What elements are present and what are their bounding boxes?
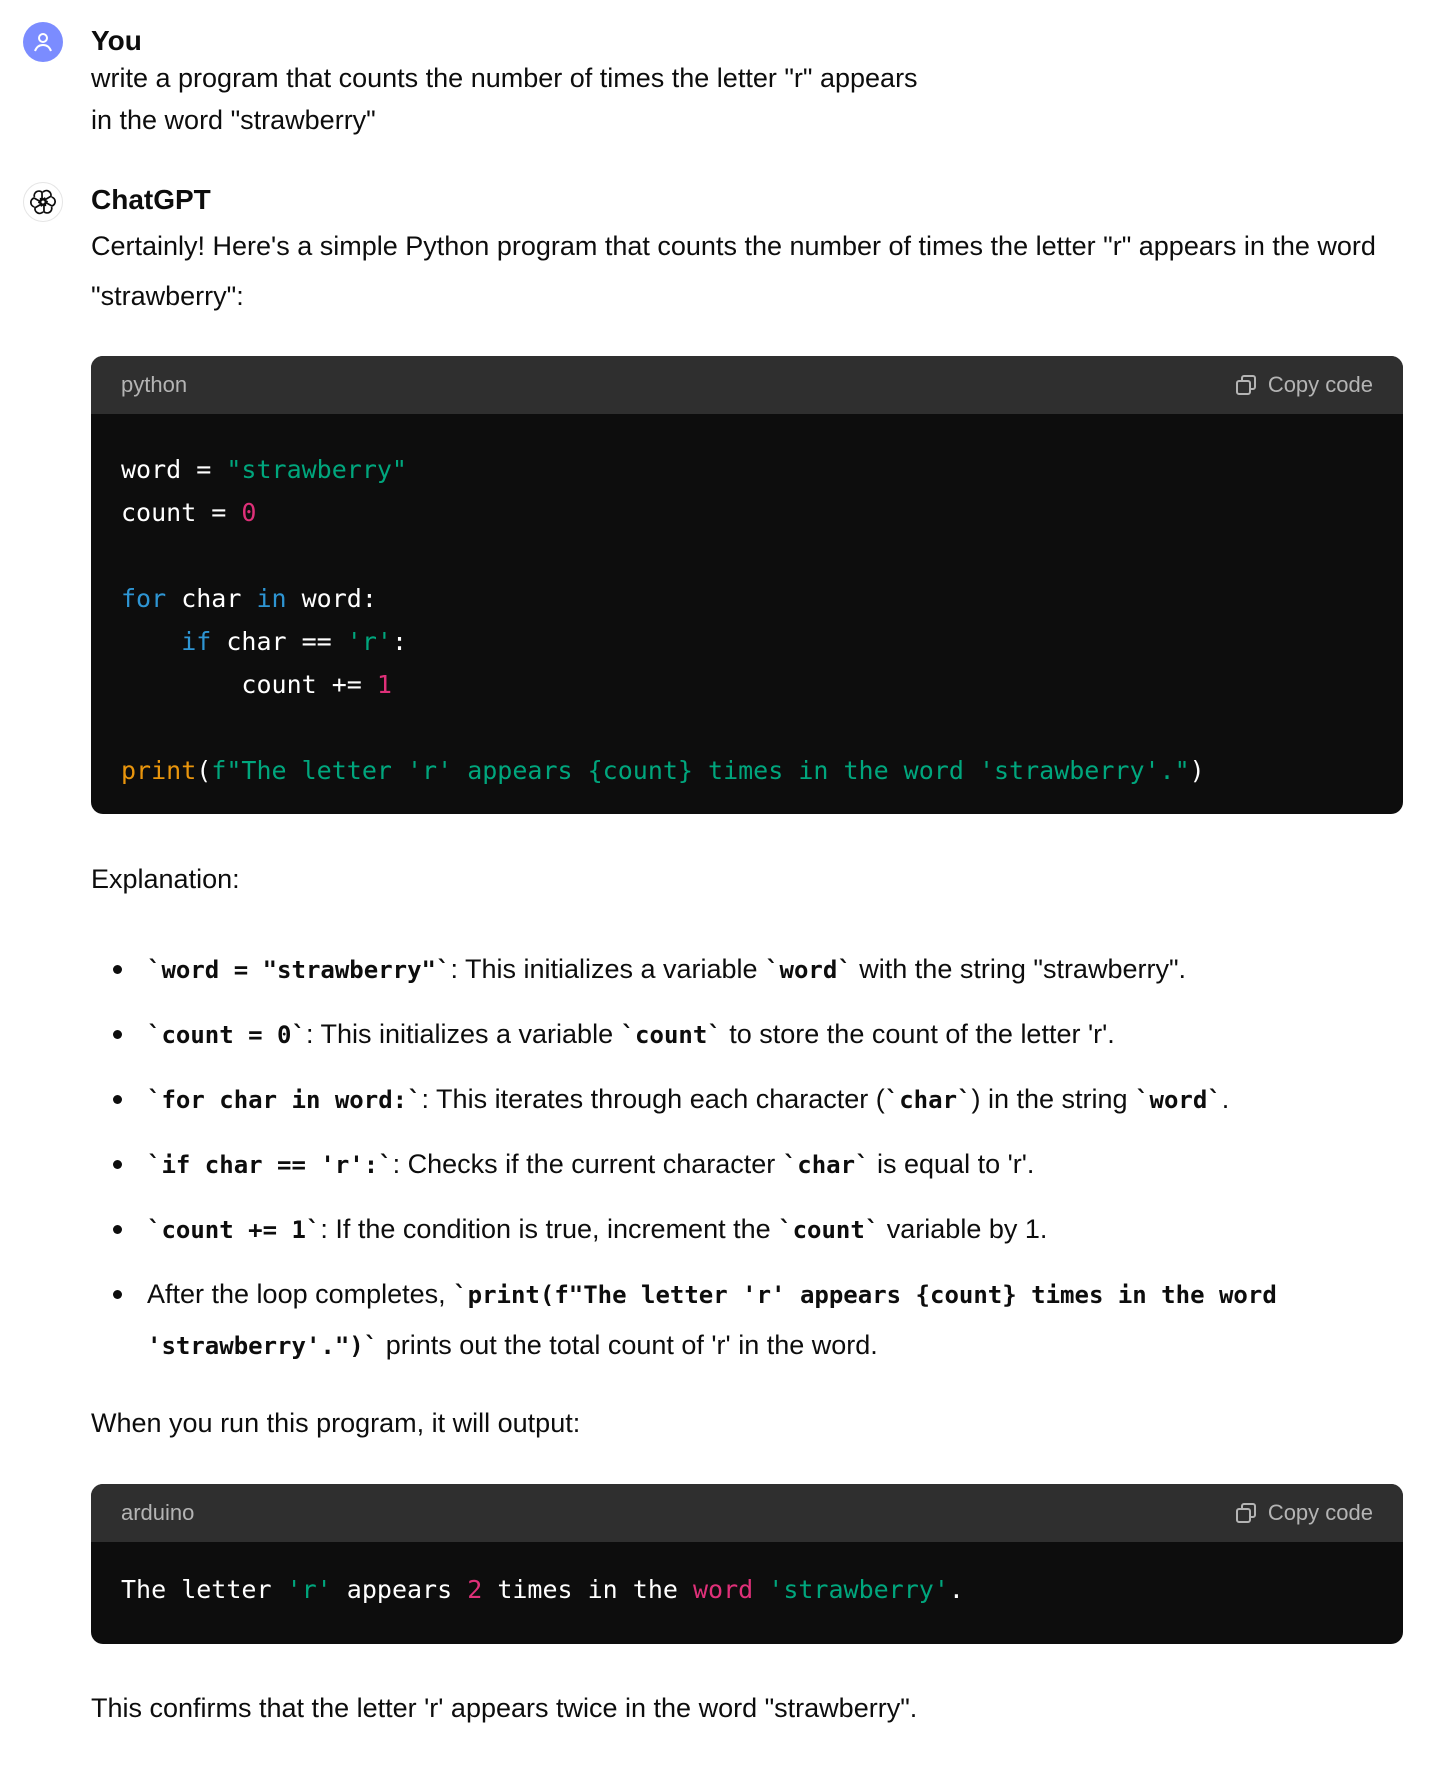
- code-block-python: [91, 356, 1403, 814]
- code-line-blank: [121, 534, 1373, 577]
- code-line-6: print(f"The letter 'r' appears {count} times in the word 'strawberry'."): [121, 756, 1205, 785]
- code-line-5: count += 1: [121, 670, 392, 699]
- conclusion: This confirms that the letter 'r' appears twice in the word "strawberry".: [91, 1693, 918, 1723]
- assistant-author-name: ChatGPT: [91, 184, 211, 215]
- chatgpt-avatar: [23, 182, 63, 222]
- output-intro: When you run this program, it will output:: [91, 1408, 581, 1438]
- code-line-1: The letter 'r' appears 2 times in the word 'strawberry'.: [121, 1575, 964, 1604]
- code-header: [91, 1484, 1403, 1542]
- code-content[interactable]: [91, 414, 1403, 814]
- copy-code-label: Copy code: [1267, 372, 1373, 397]
- code-line-blank: [121, 706, 1373, 749]
- list-item: After the loop completes, `print(f"The letter 'r' appears {count} times in the word 'strawberry'.")` prints out the total count of 'r' in the word.: [91, 1269, 1411, 1371]
- list-item: `for char in word:`: This iterates through each character (`char`) in the string `word`.: [91, 1074, 1411, 1125]
- code-content[interactable]: [91, 1542, 1403, 1641]
- assistant-intro: Certainly! Here's a simple Python program that counts the number of times the letter "r" appears in the word "strawberry":: [91, 231, 1376, 311]
- user-avatar: [23, 22, 63, 62]
- user-message-line1: write a program that counts the number of times the letter "r" appears: [91, 63, 918, 93]
- copy-code-button[interactable]: [1234, 1500, 1373, 1526]
- copy-code-label: Copy code: [1267, 1500, 1373, 1525]
- copy-icon: [1234, 1501, 1258, 1525]
- explanation-heading: Explanation:: [91, 864, 240, 894]
- user-author-name: You: [91, 25, 142, 56]
- user-message-line2: in the word "strawberry": [91, 105, 376, 135]
- user-message[interactable]: [91, 57, 918, 141]
- list-item: `count = 0`: This initializes a variable `count` to store the count of the letter 'r'.: [91, 1009, 1411, 1060]
- code-language-label: arduino: [121, 1500, 195, 1525]
- code-line-1: word = "strawberry": [121, 455, 407, 484]
- code-header: [91, 356, 1403, 414]
- code-line-2: count = 0: [121, 498, 257, 527]
- copy-icon: [1234, 373, 1258, 397]
- code-block-output: [91, 1484, 1403, 1644]
- list-item: `if char == 'r':`: Checks if the current character `char` is equal to 'r'.: [91, 1139, 1411, 1190]
- list-item: `count += 1`: If the condition is true, increment the `count` variable by 1.: [91, 1204, 1411, 1255]
- code-line-3: for char in word:: [121, 584, 377, 613]
- code-line-4: if char == 'r':: [181, 627, 408, 656]
- explanation-list: [91, 944, 1411, 1385]
- list-item: `word = "strawberry"`: This initializes a variable `word` with the string "strawberry".: [91, 944, 1411, 995]
- user-icon: [31, 30, 55, 54]
- code-language-label: python: [121, 372, 188, 397]
- copy-code-button[interactable]: [1234, 372, 1373, 398]
- chatgpt-logo-icon: [29, 188, 57, 216]
